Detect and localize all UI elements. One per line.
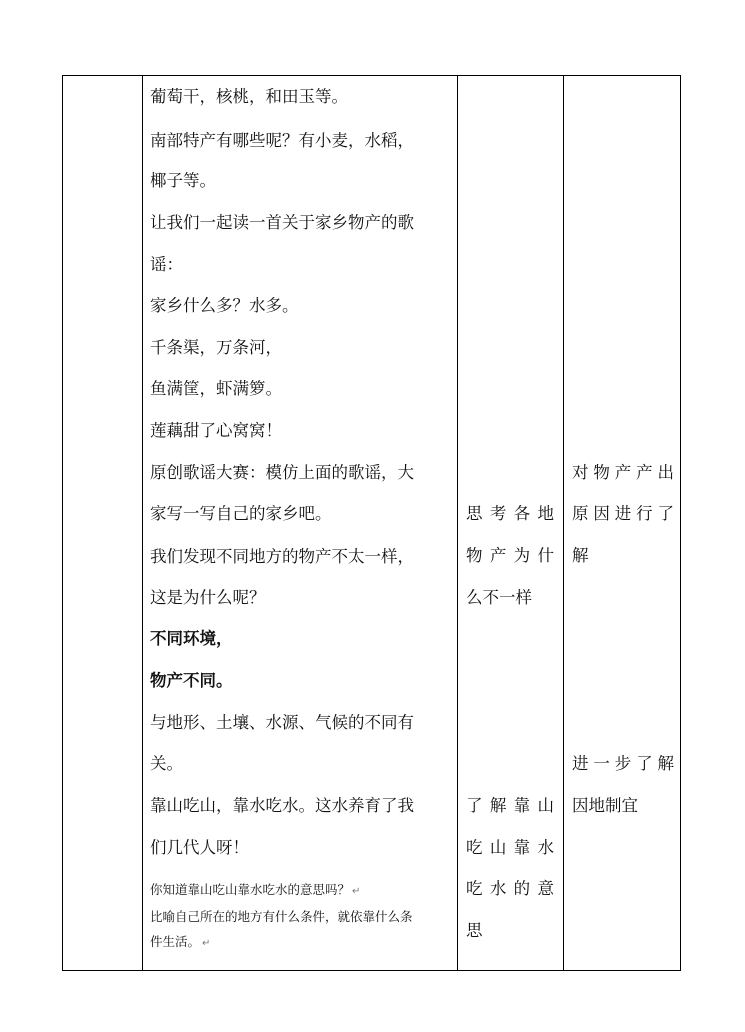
content-line: 千条渠，万条河， bbox=[150, 338, 282, 357]
content-line: 葡萄干，核桃，和田玉等。 bbox=[150, 87, 348, 106]
table-column-design-intent bbox=[564, 76, 682, 970]
content-line: 南部特产有哪些呢？有小麦，水稻， bbox=[150, 131, 414, 150]
content-line: 原创歌谣大赛：模仿上面的歌谣，大 bbox=[150, 463, 414, 482]
intent-line: 解 bbox=[572, 546, 589, 565]
paragraph-mark-icon: ↵ bbox=[202, 938, 211, 949]
intent-line: 原 因 进 行 了 bbox=[572, 504, 674, 523]
content-line: 靠山吃山，靠水吃水。这水养育了我 bbox=[150, 796, 414, 815]
lesson-plan-table bbox=[62, 75, 681, 971]
intent-line: 因地制宜 bbox=[572, 796, 638, 815]
paragraph-mark-icon: ↵ bbox=[352, 886, 361, 897]
content-small-line: 比喻自己所在的地方有什么条件，就依靠什么条 bbox=[150, 909, 413, 924]
activity-line: 么不一样 bbox=[466, 588, 532, 607]
content-line: 关。 bbox=[150, 754, 183, 773]
content-line: 家乡什么多？水多。 bbox=[150, 296, 299, 315]
content-line: 让我们一起读一首关于家乡物产的歌 bbox=[150, 213, 414, 232]
activity-line: 物 产 为 什 bbox=[466, 546, 554, 565]
intent-line: 对 物 产 产 出 bbox=[572, 463, 674, 482]
intent-line: 进 一 步 了 解 bbox=[572, 754, 674, 773]
activity-line: 吃 水 的 意 bbox=[466, 879, 554, 898]
table-column-student-activity bbox=[458, 76, 564, 970]
activity-line: 思 考 各 地 bbox=[466, 504, 554, 523]
content-line: 莲藕甜了心窝窝！ bbox=[150, 421, 282, 440]
content-line: 家写一写自己的家乡吧。 bbox=[150, 504, 332, 523]
content-line: 鱼满筐，虾满箩。 bbox=[150, 379, 282, 398]
table-column-teaching-content bbox=[143, 76, 458, 970]
content-line: 这是为什么呢？ bbox=[150, 588, 266, 607]
content-line: 谣： bbox=[150, 255, 183, 274]
activity-line: 吃 山 靠 水 bbox=[466, 838, 554, 857]
content-line-bold: 物产不同。 bbox=[150, 671, 233, 690]
table-column-empty bbox=[63, 76, 143, 970]
content-line: 与地形、土壤、水源、气候的不同有 bbox=[150, 713, 414, 732]
content-small-line: 你知道靠山吃山靠水吃水的意思吗？ ↵ bbox=[150, 882, 361, 897]
content-line-bold: 不同环境， bbox=[150, 629, 233, 648]
content-line: 椰子等。 bbox=[150, 171, 216, 190]
activity-line: 思 bbox=[466, 921, 483, 940]
activity-line: 了 解 靠 山 bbox=[466, 796, 554, 815]
content-line: 我们发现不同地方的物产不太一样， bbox=[150, 547, 414, 566]
content-line: 们几代人呀！ bbox=[150, 838, 249, 857]
content-small-line: 件生活。 ↵ bbox=[150, 934, 211, 949]
